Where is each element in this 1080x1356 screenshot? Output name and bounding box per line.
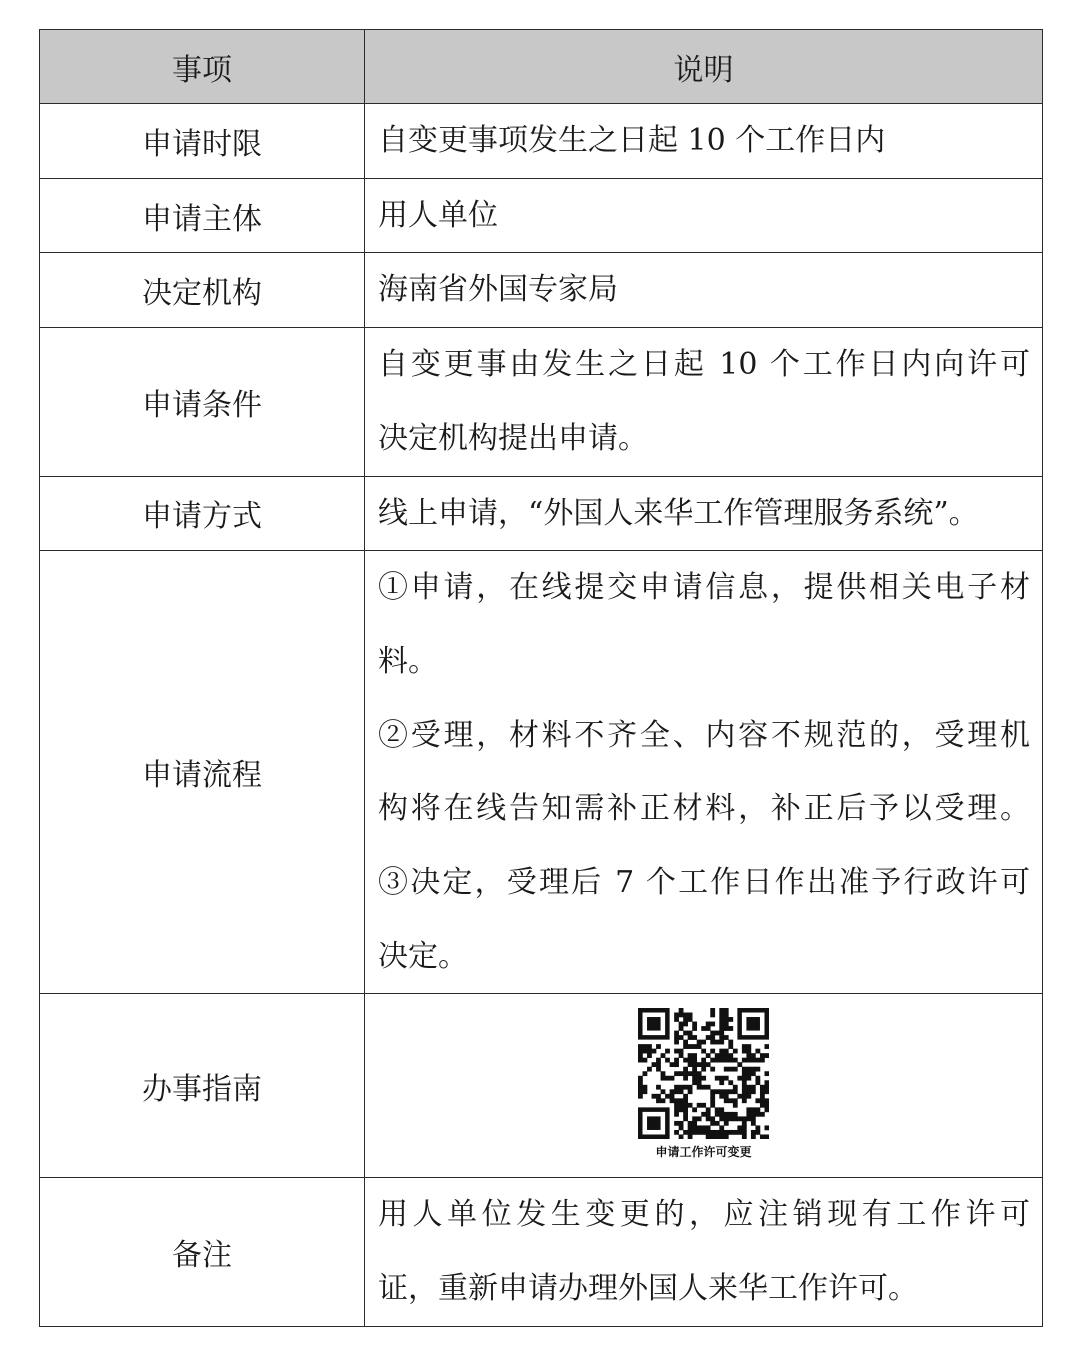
row-desc-remarks	[365, 1178, 1043, 1326]
header-description: 说明	[365, 30, 1043, 104]
row-label-remarks: 备注	[40, 1178, 365, 1326]
desc-line: 用人单位	[378, 197, 498, 233]
desc-line: 自变更事项发生之日起 10 个工作日内	[378, 123, 886, 158]
row-desc-process	[365, 551, 1043, 994]
row-desc-method	[365, 476, 1043, 551]
row-label-process: 申请流程	[40, 551, 365, 994]
row-desc-applicant	[365, 178, 1043, 253]
desc-line: 海南省外国专家局	[378, 272, 618, 308]
table-row	[40, 328, 1043, 476]
desc-line: ②受理，材料不齐全、内容不规范的，受理机	[378, 717, 1030, 753]
row-label-applicant: 申请主体	[40, 178, 365, 253]
desc-line: ③决定，受理后 7 个工作日作出准予行政许可	[378, 865, 1030, 901]
header-item: 事项	[40, 30, 365, 104]
table-row	[40, 476, 1043, 551]
qr-caption: 申请工作许可变更	[655, 1144, 752, 1159]
qr-block	[638, 1008, 769, 1160]
desc-line: 用人单位发生变更的，应注销现有工作许可	[378, 1197, 1030, 1233]
table-row	[40, 253, 1043, 328]
row-desc-authority	[365, 253, 1043, 328]
row-label-deadline: 申请时限	[40, 104, 365, 179]
row-label-method: 申请方式	[40, 476, 365, 551]
table-header-row	[40, 30, 1043, 104]
desc-line: 决定。	[378, 938, 468, 974]
table-row	[40, 178, 1043, 253]
table-row	[40, 104, 1043, 179]
row-desc-deadline	[365, 104, 1043, 179]
row-label-guide: 办事指南	[40, 994, 365, 1178]
desc-line: 线上申请，“外国人来华工作管理服务系统”。	[378, 495, 979, 531]
table-row	[40, 1178, 1043, 1326]
qr-code-icon[interactable]	[638, 1008, 769, 1139]
table-row	[40, 994, 1043, 1178]
desc-line: 自变更事由发生之日起 10 个工作日内向许可	[378, 347, 1030, 383]
desc-line: 决定机构提出申请。	[378, 420, 648, 456]
desc-line: 证，重新申请办理外国人来华工作许可。	[378, 1271, 918, 1307]
row-label-conditions: 申请条件	[40, 328, 365, 476]
desc-line: 料。	[378, 643, 438, 679]
desc-line: 构将在线告知需补正材料，补正后予以受理。	[378, 791, 1030, 827]
desc-line: ①申请，在线提交申请信息，提供相关电子材	[378, 570, 1030, 606]
row-desc-conditions	[365, 328, 1043, 476]
table-row	[40, 551, 1043, 994]
row-label-authority: 决定机构	[40, 253, 365, 328]
info-table	[39, 29, 1043, 1327]
row-desc-guide	[365, 994, 1043, 1178]
